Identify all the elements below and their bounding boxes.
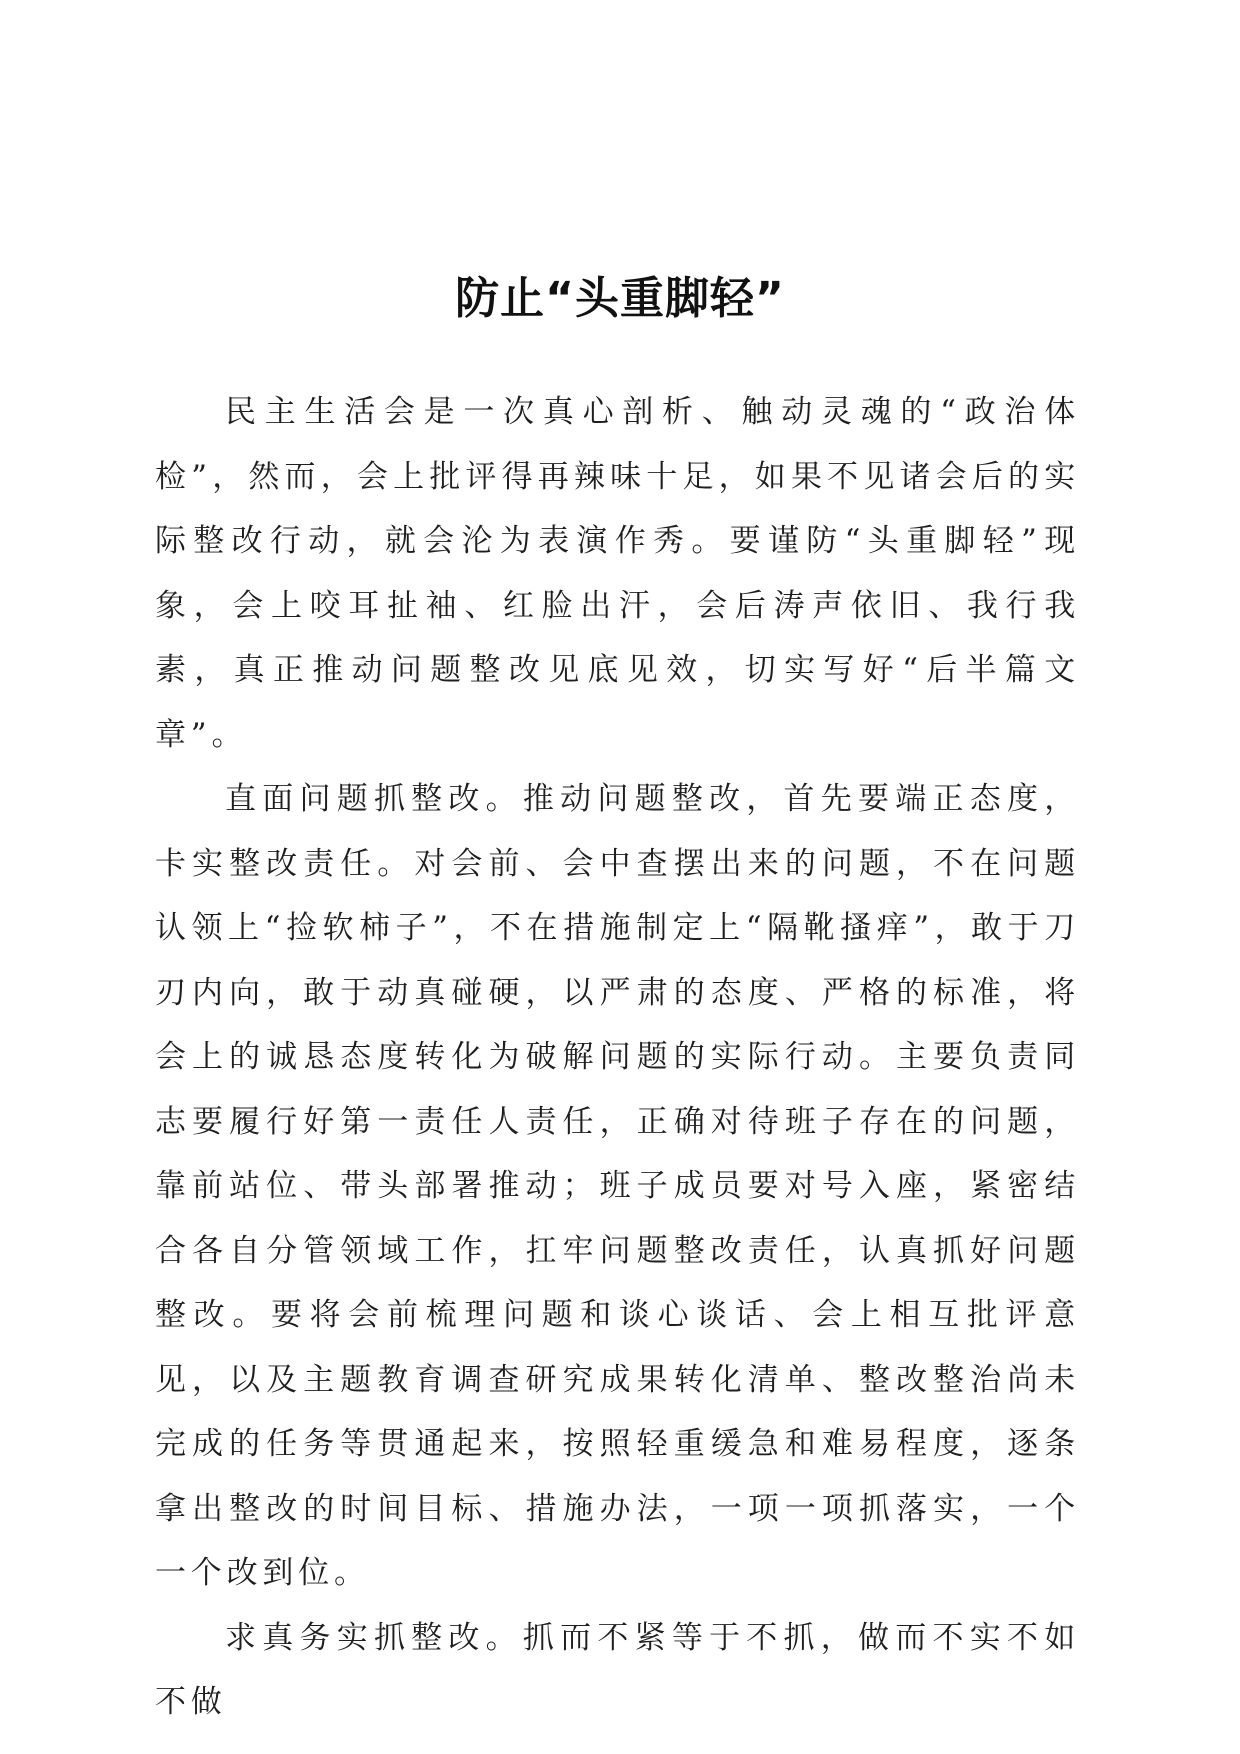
document-body	[155, 380, 1080, 1735]
paragraph-intro: 民主生活会是一次真心剖析、触动灵魂的“政治体检”，然而，会上批评得再辣味十足，如果不见诸会后的实际整改行动，就会沦为表演作秀。要谨防“头重脚轻”现象，会上咬耳扯袖、红脸出汗，会后涛声依旧、我行我素，真正推动问题整改见底见效，切实写好“后半篇文章”。	[155, 394, 1080, 753]
paragraph-face-problems: 直面问题抓整改。推动问题整改，首先要端正态度，卡实整改责任。对会前、会中查摆出来的问题，不在问题认领上“捡软柿子”，不在措施制定上“隔靴搔痒”，敢于刀刃内向，敢于动真碰硬，以严肃的态度、严格的标准，将会上的诚恳态度转化为破解问题的实际行动。主要负责同志要履行好第一责任人责任，正确对待班子存在的问题，靠前站位、带头部署推动；班子成员要对号入座，紧密结合各自分管领域工作，扛牢问题整改责任，认真抓好问题整改。要将会前梳理问题和谈心谈话、会上相互批评意见，以及主题教育调查研究成果转化清单、整改整治尚未完成的任务等贯通起来，按照轻重缓急和难易程度，逐条拿出整改的时间目标、措施办法，一项一项抓落实，一个一个改到位。	[155, 781, 1080, 1591]
paragraph-seek-truth: 求真务实抓整改。抓而不紧等于不抓，做而不实不如不做	[155, 1619, 1080, 1720]
document-title: 防止“头重脚轻”	[455, 273, 785, 325]
